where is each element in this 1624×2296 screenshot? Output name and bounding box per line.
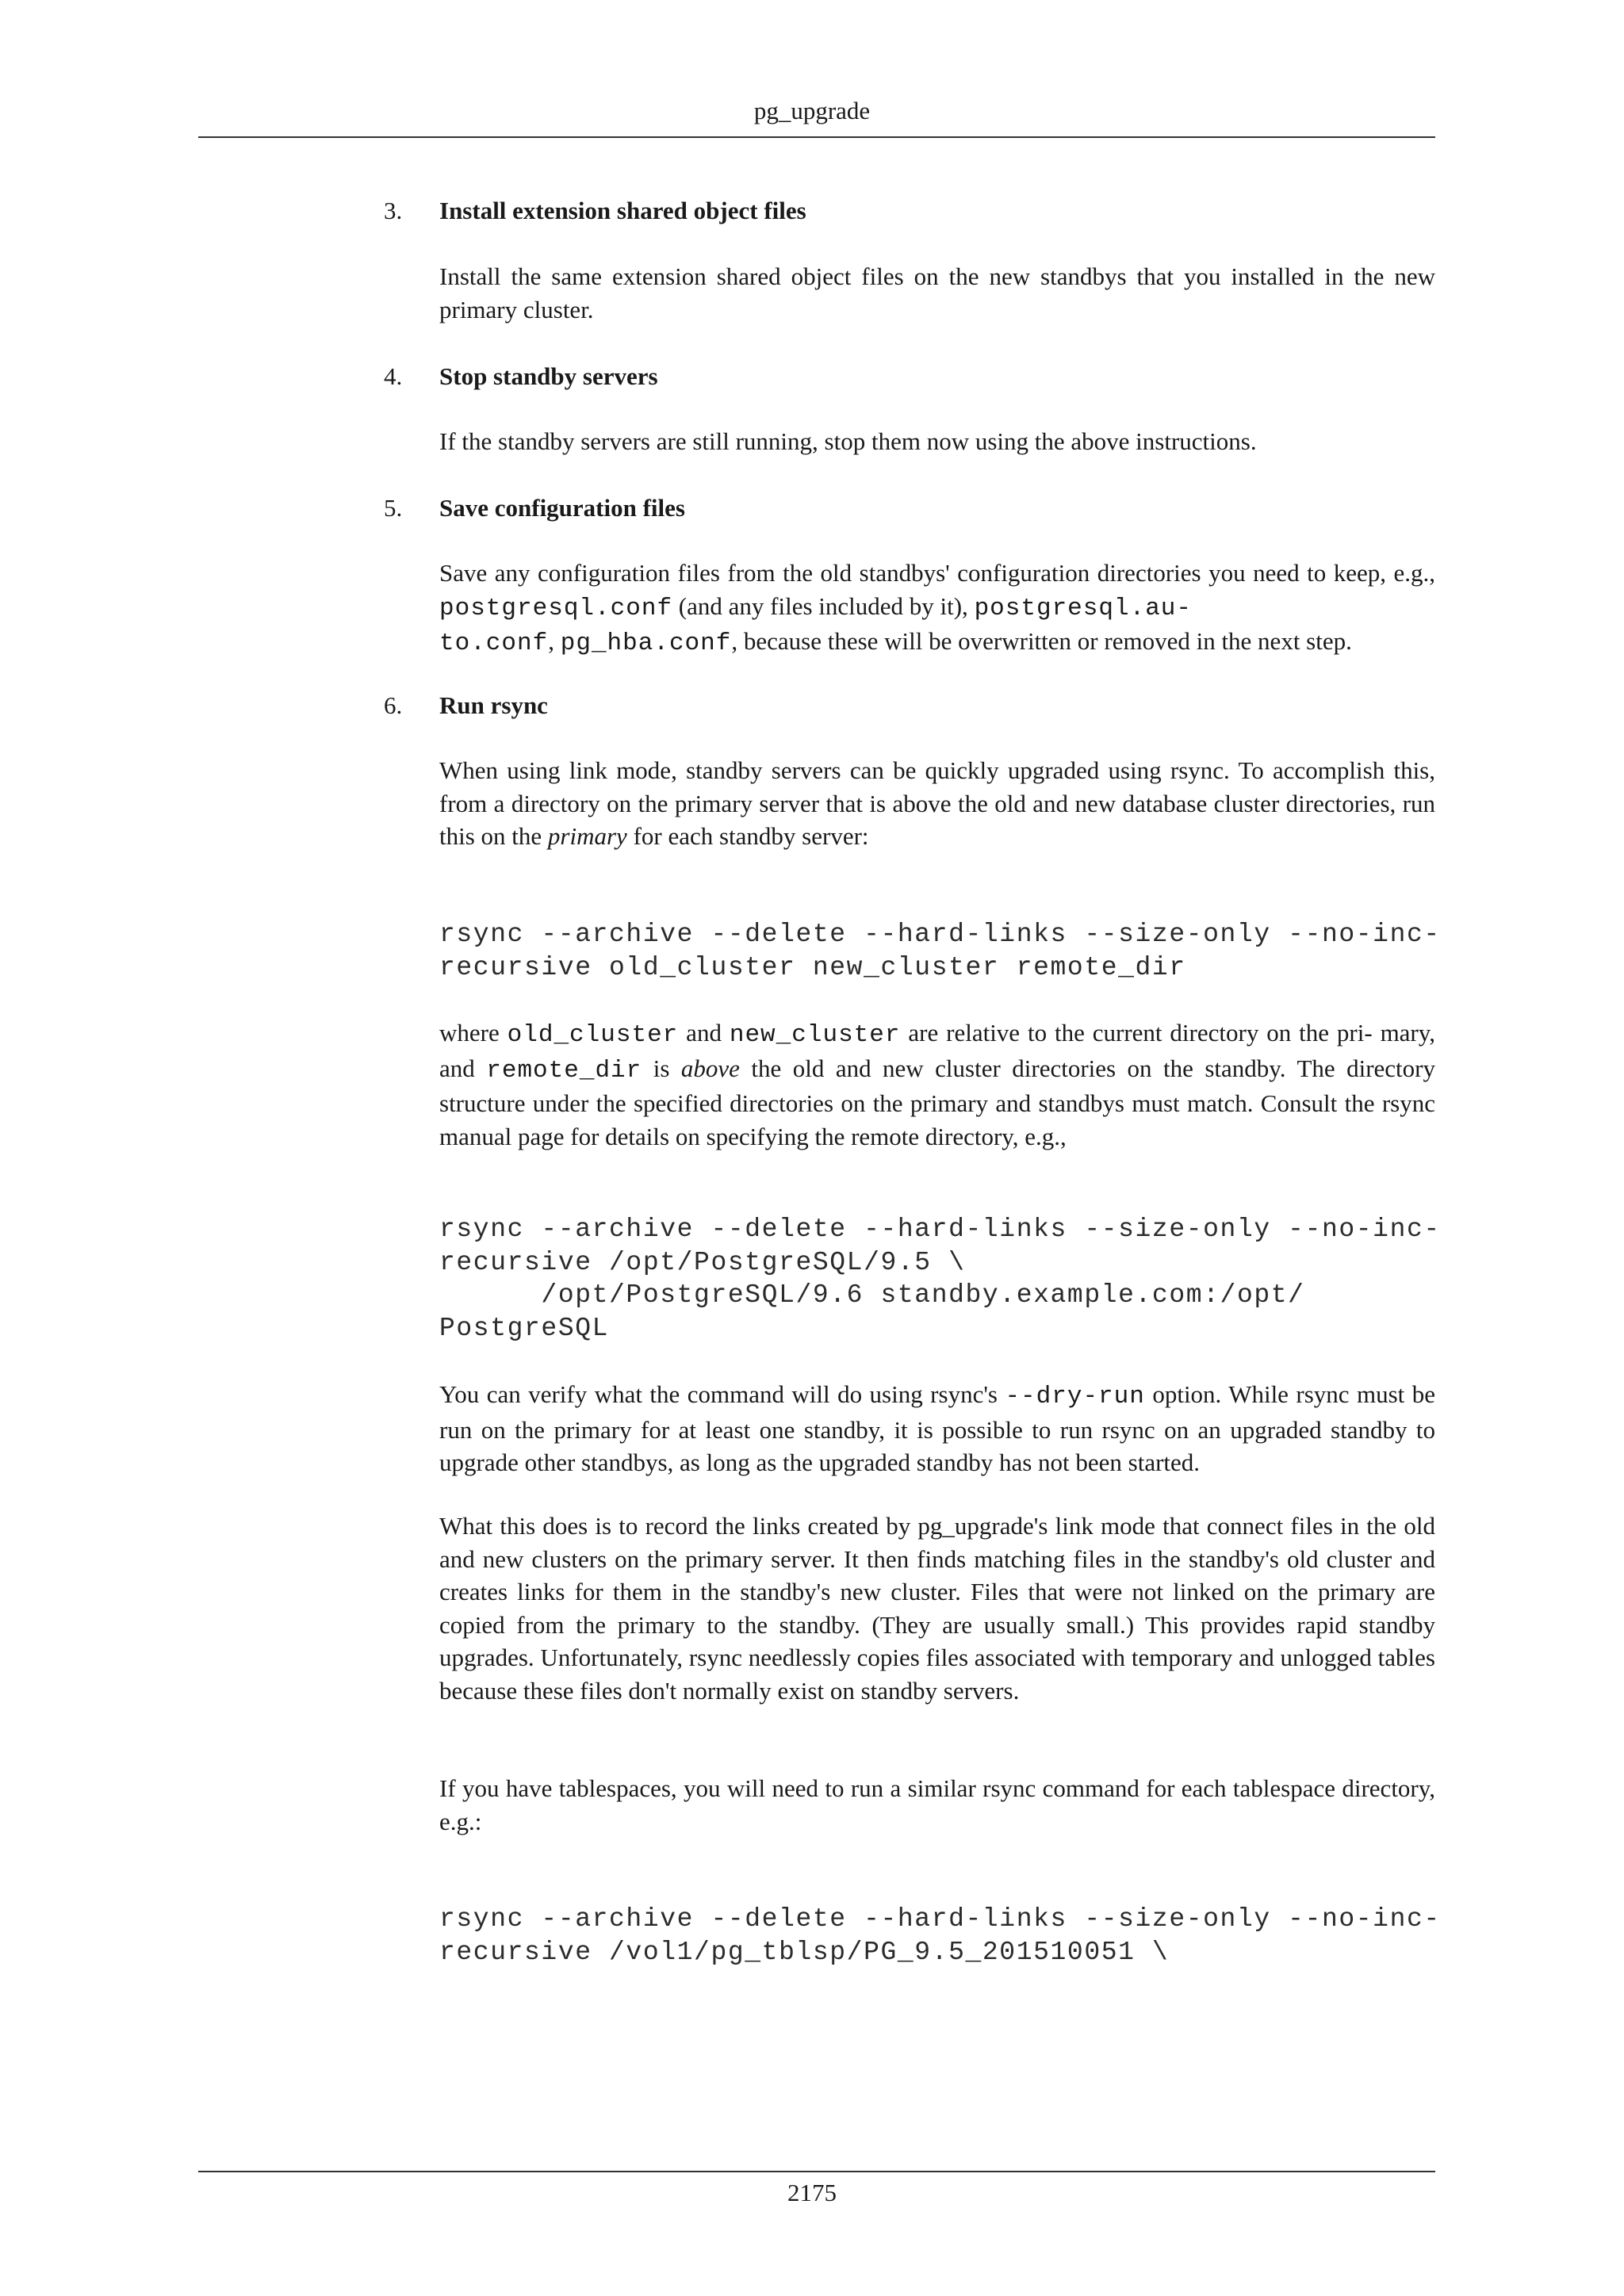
code-line: rsync --archive --delete --hard-links --size-only --no-inc- [439, 1904, 1441, 1934]
postgresql-auto-conf-code-part2: to.conf [439, 629, 549, 657]
step-3-number: 3. [384, 197, 403, 224]
step-6-title: Run rsync [439, 691, 548, 719]
step-6-intro-b: for each standby server: [626, 822, 869, 850]
code-line: rsync --archive --delete --hard-links --size-only --no-inc- [439, 920, 1441, 949]
step-3-title: Install extension shared object files [439, 197, 806, 224]
step-5-text-a: Save any configuration files from the old standbys' configuration directories you need to keep, e.g., [439, 559, 1435, 587]
step-5-text-d: , because these will be overwritten or removed in the next step. [731, 627, 1352, 655]
code-line: recursive /opt/PostgreSQL/9.5 \ [439, 1247, 966, 1277]
step-5-text-b: (and any files included by it), [672, 591, 975, 620]
running-header: pg_upgrade [753, 97, 871, 124]
step-3-paragraph: Install the same extension shared object files on the new standbys that you installed in the new primary cluster. [439, 262, 1435, 323]
step-4-number: 4. [384, 362, 403, 390]
step-6-number: 6. [384, 691, 403, 719]
rsync-command-block-3 [439, 1903, 1441, 1969]
remote-dir-code: remote_dir [486, 1056, 642, 1085]
code-line: recursive old_cluster new_cluster remote_dir [439, 952, 1186, 982]
page-number: 2175 [787, 2179, 837, 2206]
step-5-paragraph [439, 557, 1435, 660]
code-line: /opt/PostgreSQL/9.6 standby.example.com:/opt/ [439, 1280, 1305, 1310]
code-line: rsync --archive --delete --hard-links --size-only --no-inc- [439, 1215, 1441, 1244]
new-cluster-code: new_cluster [729, 1021, 901, 1049]
tablespace-paragraph: If you have tablespaces, you will need to run a similar rsync command for each tablespace directory, e.g.: [439, 1774, 1435, 1835]
verify-text-b: option. While rsync must be run on the primary for at least one standby, it is possible to run rsync on an upgraded standby to upgrade other standbys, as long as the upgraded standby has not been started. [439, 1380, 1435, 1476]
rsync-command-block-1 [439, 918, 1441, 984]
step-5-number: 5. [384, 494, 403, 522]
where-paragraph [439, 1016, 1435, 1153]
step-6-intro-em: primary [547, 822, 627, 850]
where-em: above [680, 1054, 740, 1082]
step-4-paragraph: If the standby servers are still running, stop them now using the above instructions. [439, 427, 1257, 455]
header-rule [198, 136, 1435, 138]
where-text-3: are relative to the current directory on the pri- mary, and [439, 1019, 1435, 1082]
step-6-intro-a: When using link mode, standby servers can be quickly upgraded using rsync. To accomplish this, from a directory on the primary server that is above the old and new database cluster directories, run this on the [439, 756, 1435, 850]
code-line: PostgreSQL [439, 1313, 610, 1343]
pg-hba-conf-code: pg_hba.conf [560, 629, 732, 657]
verify-paragraph [439, 1378, 1435, 1479]
postgresql-conf-code: postgresql.conf [439, 594, 673, 622]
rsync-command-block-2 [439, 1213, 1441, 1345]
step-5-title: Save configuration files [439, 494, 685, 522]
dry-run-code: --dry-run [1005, 1383, 1145, 1410]
old-cluster-code: old_cluster [507, 1021, 679, 1049]
verify-text-a: You can verify what the command will do using rsync's [439, 1380, 1005, 1408]
footer-rule [198, 2171, 1435, 2172]
step-6-intro-paragraph [439, 754, 1435, 853]
code-line: recursive /vol1/pg_tblsp/PG_9.5_201510051 \ [439, 1937, 1170, 1967]
explanation-paragraph: What this does is to record the links created by pg_upgrade's link mode that connect files in the old and new clusters on the primary server. It then finds matching files in the standby's old cluster and creates links for them in the standby's new cluster. Files that were not linked on the primary are copied from the primary to the standby. (They are usually small.) This provides rapid standby upgrades. Unfortunately, rsync needlessly copies files associated with temporary and unlogged tables because these files don't normally exist on standby servers. [439, 1512, 1435, 1705]
where-text-2: and [678, 1019, 730, 1047]
where-text-5: the old and new cluster directories on the standby. The directory structure under the specified directories on the primary and standbys must match. Consult the rsync manual page for details on specifying the remote directory, e.g., [439, 1054, 1435, 1150]
where-text-1: where [439, 1019, 508, 1047]
where-text-4: is [642, 1054, 681, 1082]
postgresql-auto-conf-code-part1: postgresql.au- [974, 594, 1193, 622]
step-4-title: Stop standby servers [439, 362, 658, 390]
step-5-text-c: , [548, 627, 561, 655]
